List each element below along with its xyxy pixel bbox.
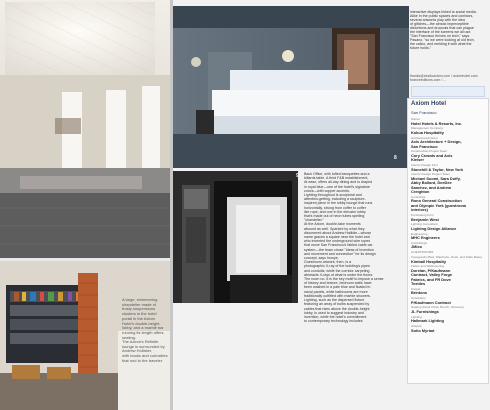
sidebar-item-label: Contractor <box>411 194 426 199</box>
sidebar-item-value: P/Kaufmann Contract <box>411 299 451 305</box>
top-text-line-7: "San Francisco thrives on tech," says <box>410 34 470 38</box>
sidebar-item <box>411 214 483 222</box>
sidebar-item-value: Brintons <box>411 290 427 296</box>
sidebar-subtitle: San Francisco <box>411 110 437 115</box>
left-caption-b: The Axiom's Refinite lounge is surrounded by Andrew Hollister, with books and curiosities that nod to the traveler. <box>122 339 168 363</box>
top-text-line-4: of glitches—the almost imperceptible <box>410 22 469 26</box>
sidebar-item-value: Michael Suomi, Sara Duffy, Abby Bollard, DeeDee Sanchez, and Andrew Creighton <box>411 175 461 195</box>
sidebar-item <box>411 127 483 135</box>
sidebar-item-value: Cory Crowds and Axis Kleiser <box>411 152 453 163</box>
sidebar-item-label: Casegoods (Bed, Wardrobe, Desk, and Table Base) <box>411 255 483 259</box>
sidebar-item-label: Carpet <box>411 286 421 291</box>
sidebar-item-label: Seating (Desk Chair, Bench, Ottoman) <box>411 305 464 310</box>
top-text-line-2: Alike in the public spaces and corridors, <box>410 14 474 18</box>
sidebar-item-value: Kimball Hospitality <box>411 258 447 264</box>
corridor-photo <box>172 171 298 303</box>
top-text-line-9: the calico, and melding it with what the <box>410 42 472 46</box>
sidebar-item-label: Furnishings <box>411 240 427 245</box>
sidebar-title: Axiom Hotel <box>411 101 447 107</box>
sidebar-item <box>411 137 483 149</box>
left-caption-a: A large, shimmering chandelier made of frosty suspensions clusters in the hotel portal in the Axiom Hotel's double-height lobby, and a marble bar running its length offers seating. <box>122 297 164 340</box>
sidebar-item-label: Interior Design Project Team <box>411 172 450 177</box>
sidebar-item-value: Lighting Design Alliance <box>411 225 457 231</box>
sidebar-item <box>411 173 483 194</box>
guestroom-svg <box>172 6 409 168</box>
guestroom-photo <box>172 6 409 168</box>
sidebar-item-value: JMico <box>411 244 423 250</box>
sidebar-item <box>411 233 483 241</box>
body-text-column: Back Office, with tufted banquettes and a billards table. A third F&B establishment, At ease, offers all-day dining and is draped in royal blue—one of the hotel's signature colors—with copper accents. Lighting throughout is sculptural and attention-getting, including a sculpture- inspired piece in the lobby lounge that runs horizontally, strung from coffer to coffer like rope, and one in the elevator lobby that's made out of neon tubes spelling "chandelier." At the Axiom, double-take moments abound as well. Sparked by what they discovered about Andrew Hallidie—whose name graces a square near the hotel and who invented the underground wire ropes that move San Francisco's fabled cable car system—the team chose "ideas of invention and movement and connection" for its design concept, says Inouye. Guestroom artwork, then, is a photographic X-ray of the building's pipes and conduits, while the corridor carpeting abstracts X-rays of what is under the floors. The room no. 6 is the key motif to impose a sense of history and texture, bedroom walls have been washed in a pale blue and floated in naval panels, while bathrooms are more traditionally outfitted with marble showers. Lighting, such as the dispersed fixture featuring an array of bulbs suspended by cables that rises above the double-height lobby, is used to suggest industry and invention, while the hotel's commitment to contemporary technology includes <box>304 172 384 324</box>
sidebar-item-value: Rono General Construction and Olympic York (guestroom interiors) <box>411 198 467 213</box>
page-number-right: 8 <box>394 155 397 161</box>
sidebar-item <box>411 265 483 286</box>
sidebar-item-label: Upholstery <box>411 296 426 301</box>
sidebar-item-label: Fabric and Wallcovering <box>411 264 445 269</box>
page-number-left: 9 <box>296 173 299 179</box>
sidebar-item <box>411 118 483 126</box>
sidebar-item-value: MHC Engineers <box>411 235 440 241</box>
sidebar-item-value: Benjamin West <box>411 216 439 222</box>
sidebar-item-label: Lighting <box>411 314 422 319</box>
sidebar-item <box>411 256 483 264</box>
sidebar-item-label: Construction Project Team <box>411 149 448 154</box>
sidebar-list <box>411 118 483 334</box>
sidebar-item <box>411 223 483 231</box>
sidebar-item-value: JL Furnishings <box>411 309 439 314</box>
sidebar-item <box>411 196 483 213</box>
sidebar-item-label: GUESTROOMS <box>411 250 434 255</box>
lobby-photo <box>0 0 172 258</box>
sidebar-item-value: Kokua Hospitality <box>411 129 444 135</box>
sidebar-item <box>411 297 483 305</box>
page-fold-shadow <box>170 0 173 410</box>
sidebar-item <box>411 316 483 324</box>
sidebar-item <box>411 306 483 314</box>
sidebar-item-label: Management Company <box>411 126 444 131</box>
sidebar-item-value: Dorelan, P/Kaufmann Contract, Valley Forge Fabrics, and FR Dove Textiles <box>411 267 453 287</box>
corridor-svg <box>172 171 298 303</box>
sidebar-item <box>411 164 483 172</box>
sidebar-item-label: Interior Design Firm <box>411 163 439 167</box>
sidebar-item <box>411 325 483 333</box>
sidebar-item-value: Hotel Hotels & Resorts, Inc. <box>411 120 463 126</box>
sidebar-item <box>411 288 483 296</box>
top-text-line-6: the interface of the screens we all use. <box>410 30 472 34</box>
sidebar-item-value: Hallmark Lighting <box>411 318 444 324</box>
sidebar-badge <box>411 86 485 97</box>
top-text-line-10: future holds." <box>410 46 432 50</box>
credits-line: thanks@studioaction.com / axiomhotel.com branceeditions.com / ... <box>410 74 478 83</box>
sidebar-item-label: Architecture/Interior <box>411 135 438 140</box>
sidebar-item <box>411 150 483 162</box>
sidebar-item-label: Purchasing Firm <box>411 212 434 217</box>
sidebar-item-value: Stonehill & Taylor, New York <box>411 166 464 172</box>
sidebar-item-label: Artwork <box>411 324 422 328</box>
top-text-line-3: several artworks play with the idea <box>410 18 465 22</box>
sidebar-item-label: Owner <box>411 117 421 121</box>
top-text-line-8: Pasano, "so we were looking at old tech, <box>410 38 475 42</box>
top-text-line-1: interactive displays linked to social media. <box>410 10 477 14</box>
sidebar-item-value: Axis Architecture + Design, San Francisco <box>411 139 462 149</box>
sidebar-item <box>411 242 483 250</box>
top-text-line-5: distortions and dropouts that can plague <box>410 26 474 30</box>
left-page <box>0 0 172 410</box>
sidebar-item-label: Engineering <box>411 231 428 236</box>
lobby-photo-svg <box>0 0 172 258</box>
sidebar-item-label: Lighting Consultant <box>411 222 438 227</box>
sidebar-item-value: Soho Myriad <box>411 327 435 333</box>
